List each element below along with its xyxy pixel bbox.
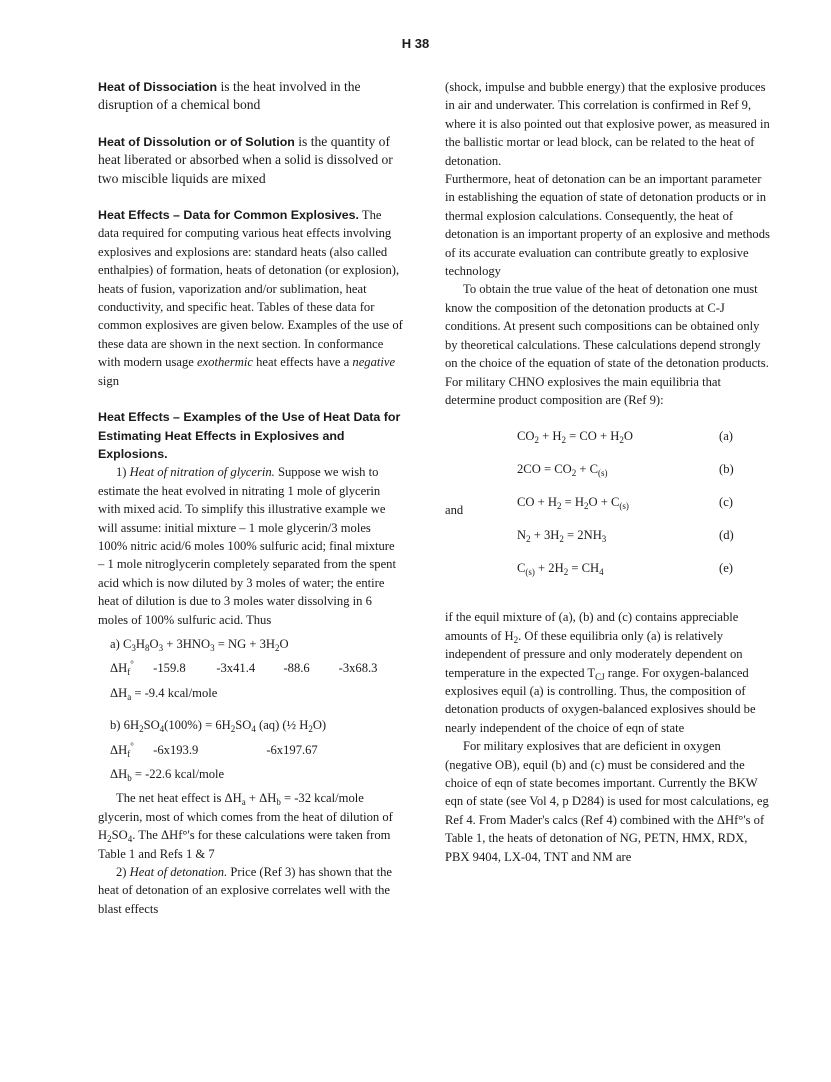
detonation-parameter-paragraph: Furthermore, heat of detonation can be an important parameter in establishing the equation of state of detonation products or in thermal explosion calculations. Consequently, the heat of detonation is an important property of an explosive and methods of its accurate evaluation can contribute greatly to explosive technology [445, 172, 770, 279]
example-2-title: Heat of detonation. [129, 865, 228, 880]
equilibrium-row: $2CO = CO_2 + C_{(s)}$ (b) [517, 462, 734, 479]
delta-hf-row-a: $\Delta H_f^\circ$ -159.8 -3x41.4 -88.6 -3x68.3 [110, 659, 378, 678]
example-1-number: 1) [116, 465, 127, 480]
equation-a: a) $C_3H_8O_3 + 3HNO_3$ = NG + $3H_2O$ [110, 636, 289, 653]
delta-hf-row-b: $\Delta H_f^\circ$ -6x193.9 -6x197.67 [110, 740, 318, 759]
delta-hb-row: $\Delta H_b = -22.6$ kcal/mole [110, 767, 225, 783]
equilibrium-row: CO + $H_2 = H_2O + C_{(s)}$ (c) [517, 495, 733, 512]
heat-effects-data-text: The data required for computing various heat effects involving explosives and explosions are: standard heats (also called enthalpies) of formation, heats of detonation (or explosion), heats of fusion, vaporization and/or sublimation, heat conductivity, and specific heat. Tables of these data for common explosives are given below. Examples of the use of these data are shown in the next section. In conformance with modern usage [98, 208, 403, 370]
exothermic-word: exothermic [197, 355, 253, 370]
oxygen-deficient-paragraph: For military explosives that are deficient in oxygen (negative OB), equil (b) and (c) must be considered and the choice of eqn of state becomes important. Currently the BKW eqn of state (see Vol 4, p D284) is used for most calculations, eg Ref 4. From Mader's calcs (Ref 4) combined with the ΔHf°'s of Table 1, the heats of detonation of NG, PETN, HMX, RDX, PBX 9404, LX-04, TNT and NM are [445, 739, 769, 864]
equilibrium-row: $CO_2 + H_2$ = CO + $H_2O$ (a) [517, 429, 733, 446]
left-column [98, 78, 403, 918]
definition-heat-of-dissociation: is the heat involved in the disruption of a chemical bond [98, 79, 361, 113]
example-2-number: 2) [116, 865, 127, 880]
page-number: H 38 [401, 36, 430, 51]
example-1-title: Heat of nitration of glycerin. [129, 465, 275, 480]
definition-heat-of-dissolution: is the quantity of heat liberated or absorbed when a solid is dissolved or two miscible liquids are mixed [98, 133, 393, 186]
example-1-text: Suppose we wish to estimate the heat evolved in nitrating 1 mole of glycerin with mixed acid. To simplify this illustrative example we will assume: initial mixture – 1 mole glycerin/3 moles 100% nitric acid/6 moles 100% sulfuric acid; final mixture – 1 mole nitroglycerin completely separated from the spent acid which is now diluted by 3 moles of water; the entire heat of dilution is due to 3 moles water dissolving in 6 moles of 100% sulfuric acid. Thus [98, 465, 396, 627]
right-column [445, 78, 770, 866]
equil-mixture-paragraph: if the equil mixture of (a), (b) and (c) contains appreciable amounts of $H_2$. Of these equilibria only (a) is relatively independent of pressure and only moderately dependent on temperature in the expected $T_{CJ}$ range. For oxygen-balanced explosives equil (a) is controlling. Thus, the composition of detonation products of oxygen-balanced explosives should be nearly independent of the choice of eqn of state [445, 610, 756, 735]
equilibrium-row: $C_{(s)} + 2H_2 = CH_4$ (e) [517, 561, 733, 578]
true-value-paragraph: To obtain the true value of the heat of detonation one must know the composition of the detonation products at C-J conditions. At present such compositions can be obtained only by theoretical calculations. These calculations depend strongly on the choice of the equation of state of the detonation products. For military CHNO explosives the main equilibria that determine product composition are (Ref 9): [445, 282, 769, 407]
entry-heat-effects-examples [98, 408, 403, 918]
delta-ha-row: $\Delta H_a = -9.4$ kcal/mole [110, 685, 218, 702]
nitration-equation-block [110, 635, 403, 783]
heat-effects-data-text-c: sign [98, 373, 119, 388]
heat-effects-data-text-b: heat effects have a [256, 355, 350, 370]
entry-heat-of-dissolution [98, 133, 403, 188]
term-heat-effects-data: Heat Effects – Data for Common Explosives. [98, 208, 359, 223]
example-2-paragraph [98, 863, 403, 918]
equilibria-table [445, 427, 770, 592]
example-1-paragraph [98, 463, 403, 629]
net-heat-paragraph: The net heat effect is $\Delta H_a + \Delta H_b = -32$ kcal/mole glycerin, most of which comes from the heat of dilution of $H_2SO_4$. The ΔHf°'s for these calculations were taken from Table 1 and Refs 1 & 7 [98, 791, 393, 861]
equilibrium-row: $N_2 + 3H_2 = 2NH_3$ (d) [517, 528, 734, 545]
negative-word: negative [352, 355, 396, 370]
equation-b: b) $6H_2SO_4(100\%) = 6H_2SO_4$ (aq) (½ $H_2O$) [110, 718, 327, 735]
entry-heat-effects-data [98, 206, 403, 390]
term-heat-of-dissolution: Heat of Dissolution or of Solution [98, 134, 295, 149]
term-heat-effects-examples: Heat Effects – Examples of the Use of Heat Data for Estimating Heat Effects in Explosives and Explosions. [98, 410, 401, 461]
example-2-text: Price (Ref 3) has shown that the heat of detonation of an explosive correlates well with the blast effects [98, 865, 392, 916]
term-heat-of-dissociation: Heat of Dissociation [98, 80, 218, 94]
and-word: and [445, 503, 464, 518]
blast-effects-paragraph: (shock, impulse and bubble energy) that the explosive produces in air and underwater. This correlation is confirmed in Ref 9, where it is also pointed out that explosive power, as measured in the ballistic mortar or lead block, can be related to the heat of detonation. [445, 80, 770, 168]
entry-heat-of-dissociation [98, 78, 403, 115]
